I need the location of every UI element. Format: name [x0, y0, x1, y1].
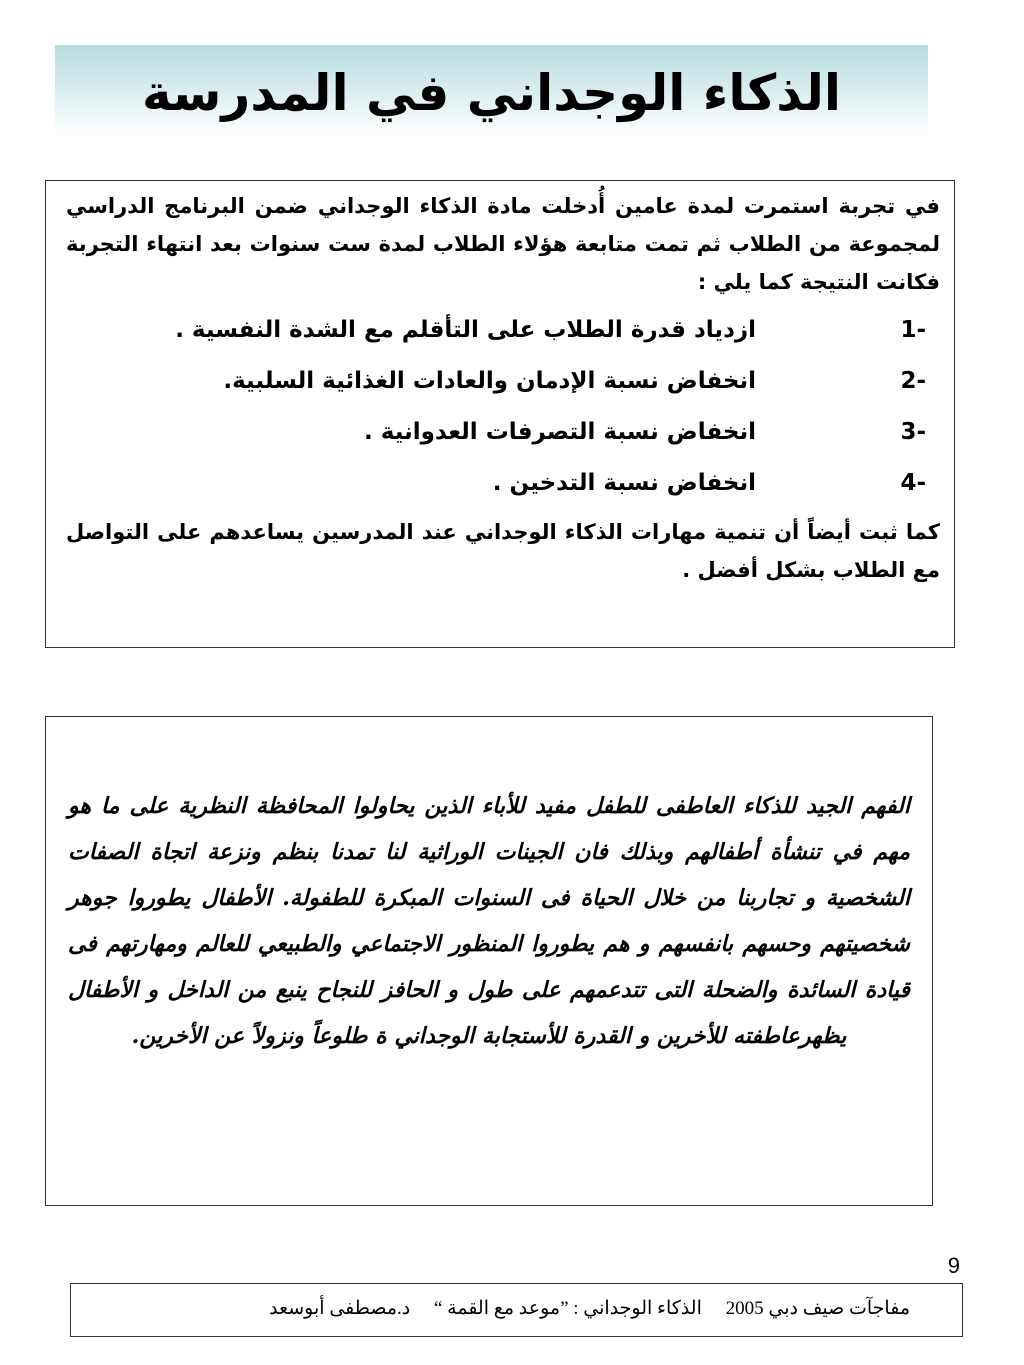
results-list	[66, 305, 940, 509]
page-number: 9	[947, 1253, 960, 1278]
list-item-number: 4-	[900, 470, 926, 496]
footer-box	[70, 1283, 963, 1337]
list-item	[66, 356, 940, 407]
experiment-box	[45, 180, 955, 648]
title-banner	[55, 45, 928, 140]
list-item-text: انخفاض نسبة الإدمان والعادات الغذائية السلبية.	[223, 368, 756, 394]
list-item	[66, 305, 940, 356]
emotional-intelligence-text: الفهم الجيد للذكاء العاطفى للطفل مفيد للأباء الذين يحاولوا المحافظة النظرية على ما هو مهم في تنشأة أطفالهم وبذلك فان الجينات الوراثية لنا تمدنا بنظم ونزعة اتجاة الصفات الشخصية و تجاربنا من خلال الحياة فى السنوات المبكرة للطفولة. الأطفال يطوروا جوهر شخصيتهم وحسهم بانفسهم و هم يطوروا المنظور الاجتماعي والطبيعي للعالم ومهارتهم فى قيادة السائدة والضحلة التى تتدعمهم على طول و الحافز للنجاح ينبع من الداخل و الأطفال يظهرعاطفته للأخرين و القدرة للأستجابة الوجداني ة طلوعاً ونزولاً عن الأخرين.	[68, 793, 910, 1049]
list-item	[66, 407, 940, 458]
list-item-number: 3-	[900, 419, 926, 445]
list-item	[66, 458, 940, 509]
list-item-text: انخفاض نسبة التدخين .	[492, 470, 756, 496]
emotional-intelligence-box	[45, 716, 933, 1206]
list-item-number: 1-	[900, 317, 926, 343]
list-item-number: 2-	[900, 368, 926, 394]
experiment-content	[66, 187, 940, 589]
list-item-text: ازدياد قدرة الطلاب على التأقلم مع الشدة النفسية .	[175, 317, 756, 343]
list-item-text: انخفاض نسبة التصرفات العدوانية .	[364, 419, 756, 445]
experiment-conclusion: كما ثبت أيضاً أن تنمية مهارات الذكاء الوجداني عند المدرسين يساعدهم على التواصل مع الطلاب بشكل أفضل .	[66, 520, 940, 582]
page-title: الذكاء الوجداني في المدرسة	[141, 64, 842, 122]
experiment-intro: في تجربة استمرت لمدة عامين أُدخلت مادة الذكاء الوجداني ضمن البرنامج الدراسي لمجموعة من الطلاب ثم تمت متابعة هؤلاء الطلاب لمدة ست سنوات بعد انتهاء التجربة فكانت النتيجة كما يلي :	[66, 194, 940, 294]
footer-text: مفاجآت صيف دبي 2005 الذكاء الوجداني : ”موعد مع القمة “ د.مصطفى أبوسعد	[269, 1298, 910, 1319]
